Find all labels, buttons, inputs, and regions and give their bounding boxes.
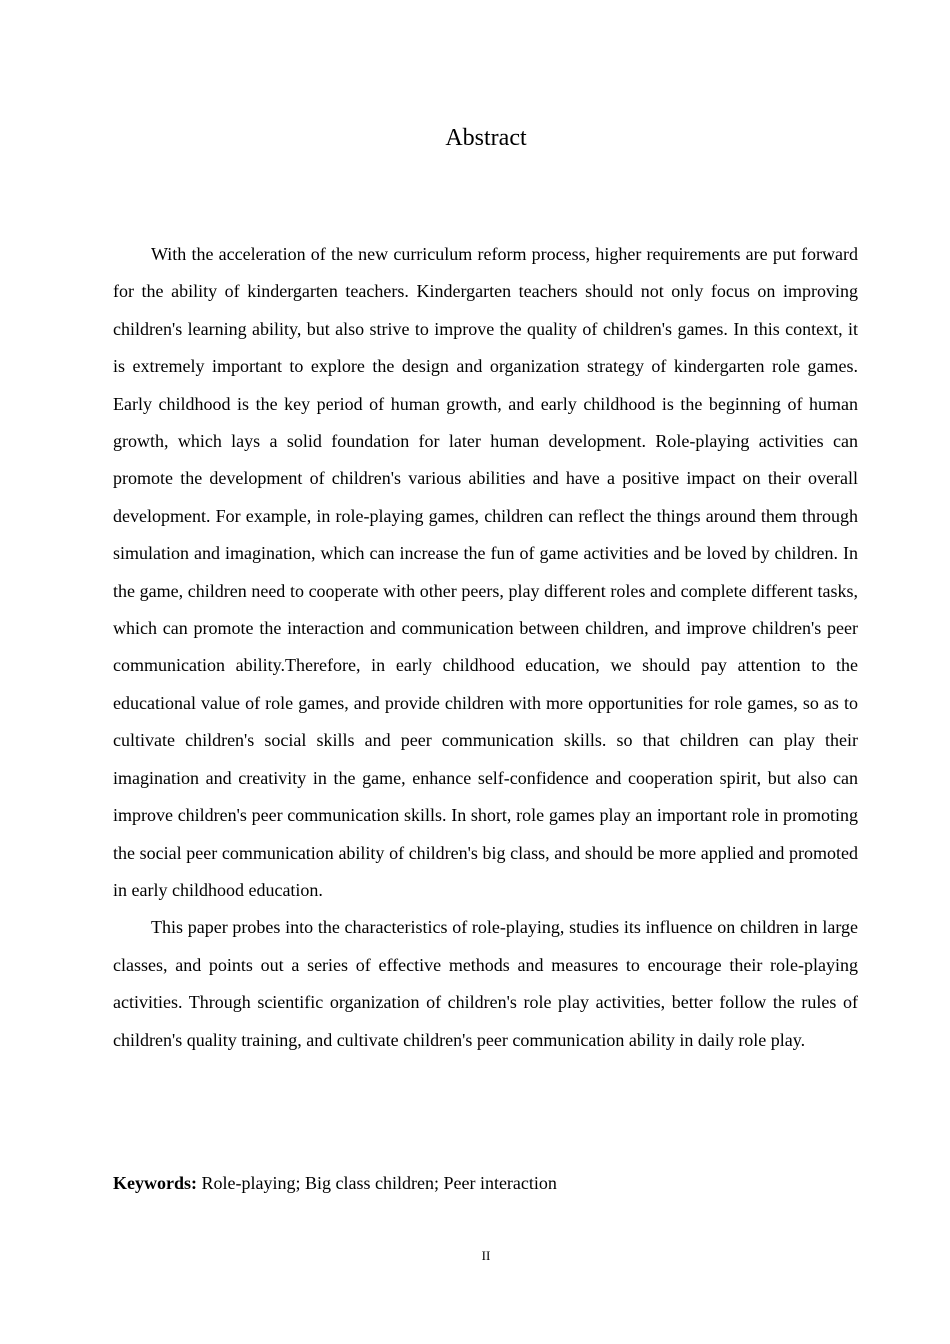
keywords-line	[113, 1166, 557, 1200]
keywords-label: Keywords:	[113, 1173, 197, 1193]
abstract-body	[113, 236, 858, 1059]
page-title: Abstract	[445, 125, 527, 151]
page-number: II	[481, 1248, 491, 1263]
abstract-paragraph: This paper probes into the characteristics of role-playing, studies its influence on children in large classes, and points out a series of effective methods and measures to encourage their role-playing activities. Through scientific organization of children's role play activities, better follow the rules of children's quality training, and cultivate children's peer communication ability in daily role play.	[113, 917, 858, 1050]
keywords-text: Role-playing; Big class children; Peer interaction	[197, 1173, 557, 1193]
abstract-paragraph: With the acceleration of the new curriculum reform process, higher requirements are put forward for the ability of kindergarten teachers. Kindergarten teachers should not only focus on improving children's learning ability, but also strive to improve the quality of children's games. In this context, it is extremely important to explore the design and organization strategy of kindergarten role games. Early childhood is the key period of human growth, and early childhood is the beginning of human growth, which lays a solid foundation for later human development. Role-playing activities can promote the development of children's various abilities and have a positive impact on their overall development. For example, in role-playing games, children can reflect the things around them through simulation and imagination, which can increase the fun of game activities and be loved by children. In the game, children need to cooperate with other peers, play different roles and complete different tasks, which can promote the interaction and communication between children, and improve children's peer communication ability.Therefore, in early childhood education, we should pay attention to the educational value of role games, and provide children with more opportunities for role games, so as to cultivate children's social skills and peer communication skills. so that children can play their imagination and creativity in the game, enhance self-confidence and cooperation spirit, but also can improve children's peer communication skills. In short, role games play an important role in promoting the social peer communication ability of children's big class, and should be more applied and promoted in early childhood education.	[113, 244, 858, 900]
